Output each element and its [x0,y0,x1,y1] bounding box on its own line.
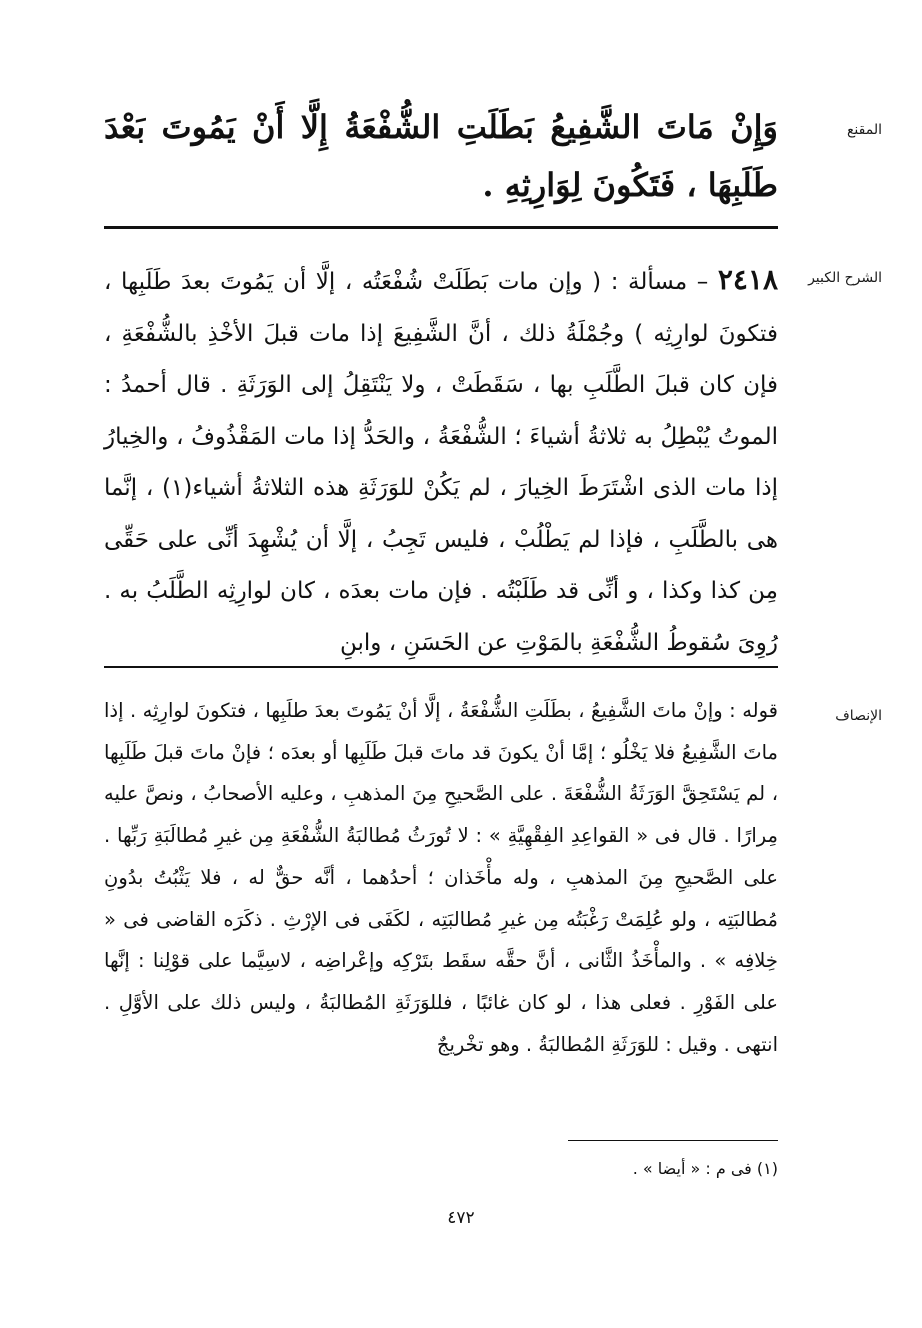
sharh-text: – مسألة : ( وإن مات بَطَلَتْ شُفْعَتُه ، إلَّا أن يَمُوتَ بعدَ طَلَبِها ، فتكونَ لوارِثِه ) وجُمْلَةُ ذلك ، أنَّ الشَّفِيعَ إذا مات قبلَ الأخْذِ بالشُّفْعَةِ ، فإن كان قبلَ الطَّلَبِ بها ، سَقَطَتْ ، ولا يَنْتَقِلُ إلى الوَرَثَةِ . قال أحمدُ : الموتُ يُبْطِلُ به ثلاثةُ أشياءَ ؛ الشُّفْعَةُ ، والحَدُّ إذا مات المَقْذُوفُ ، والخِيارُ إذا مات الذى اشْتَرَطَ الخِيارَ ، لم يَكُنْ للوَرَثَةِ هذه الثلاثةُ أشياء(١) ، إنَّما هى بالطَّلَبِ ، فإذا لم يَطْلُبْ ، فليس تَجِبُ ، إلَّا أن يُشْهِدَ أنِّى على حَقِّى مِن كذا وكذا ، و أنِّى قد طَلَبْتُه . فإن مات بعدَه ، كان لوارِثِه الطَّلَبُ به . رُوِىَ سُقوطُ الشُّفْعَةِ بالمَوْتِ عن الحَسَنِ ، وابنِ [104,269,778,656]
muqni-text: وَإِنْ مَاتَ الشَّفِيعُ بَطَلَتِ الشُّفْعَةُ إِلَّا أَنْ يَمُوتَ بَعْدَ طَلَبِهَا ، فَتَكُونَ لِوَارِثِهِ . [104,108,778,204]
footnote-divider [568,1140,778,1141]
footnote: (١) فى م : « أيضا » . [632,1159,778,1178]
sharh-label: الشرح الكبير [808,270,882,286]
section-divider [104,666,778,668]
insaf-label: الإنصاف [835,708,882,724]
muqni-label: المقنع [846,122,882,138]
section-divider-thick [104,226,778,229]
insaf-text: قوله : وإنْ ماتَ الشَّفِيعُ ، بطَلَتِ الشُّفْعَةُ ، إلَّا أنْ يَمُوتَ بعدَ طلَبِها ، فتكونَ لوارِثِه . إذا ماتَ الشَّفِيعُ فلا يَخْلُو ؛ إمَّا أنْ يكونَ قد ماتَ قبلَ طَلَبِها أو بعدَه ؛ فإنْ ماتَ قبلَ طَلَبِها ، لم يَسْتَحِقَّ الوَرَثَةُ الشُّفْعَةَ . على الصَّحيحِ مِنَ المذهبِ ، وعليه الأصحابُ ، ونصَّ عليه مِرارًا . قال فى « القواعِدِ الفِقْهِيَّةِ » : لا تُورَثُ مُطالبَةُ الشُّفْعَةِ مِن غيرِ مُطالَبَةِ رَبِّها . على الصَّحيحِ مِنَ المذهبِ ، وله مأْخَذان ؛ أحدُهما ، أنَّه حقٌّ له ، فلا يَثْبُتُ بدُونِ مُطالبَتِه ، ولو عُلِمَتْ رَغْبَتُه مِن غيرِ مُطالبَتِه ، لكَفَى فى الإرْثِ . ذكَرَه القاضى فى « خِلافِه » . والمأْخَذُ الثَّانى ، أنَّ حقَّه سقَط بتَرْكِه وإعْراضِه ، لاسِيَّما على قوْلِنا : إنَّها على الفَوْرِ . فعلى هذا ، لو كان غائبًا ، فللوَرَثَةِ المُطالبَةُ ، وليس ذلك على الأوَّلِ . انتهى . وقيل : للوَرَثَةِ المُطالبَةُ . وهو تخْريجٌ [104,699,778,1056]
issue-number: ٢٤١٨ [717,263,778,296]
sharh-paragraph [104,254,778,669]
page-number: ٤٧٢ [447,1208,475,1228]
